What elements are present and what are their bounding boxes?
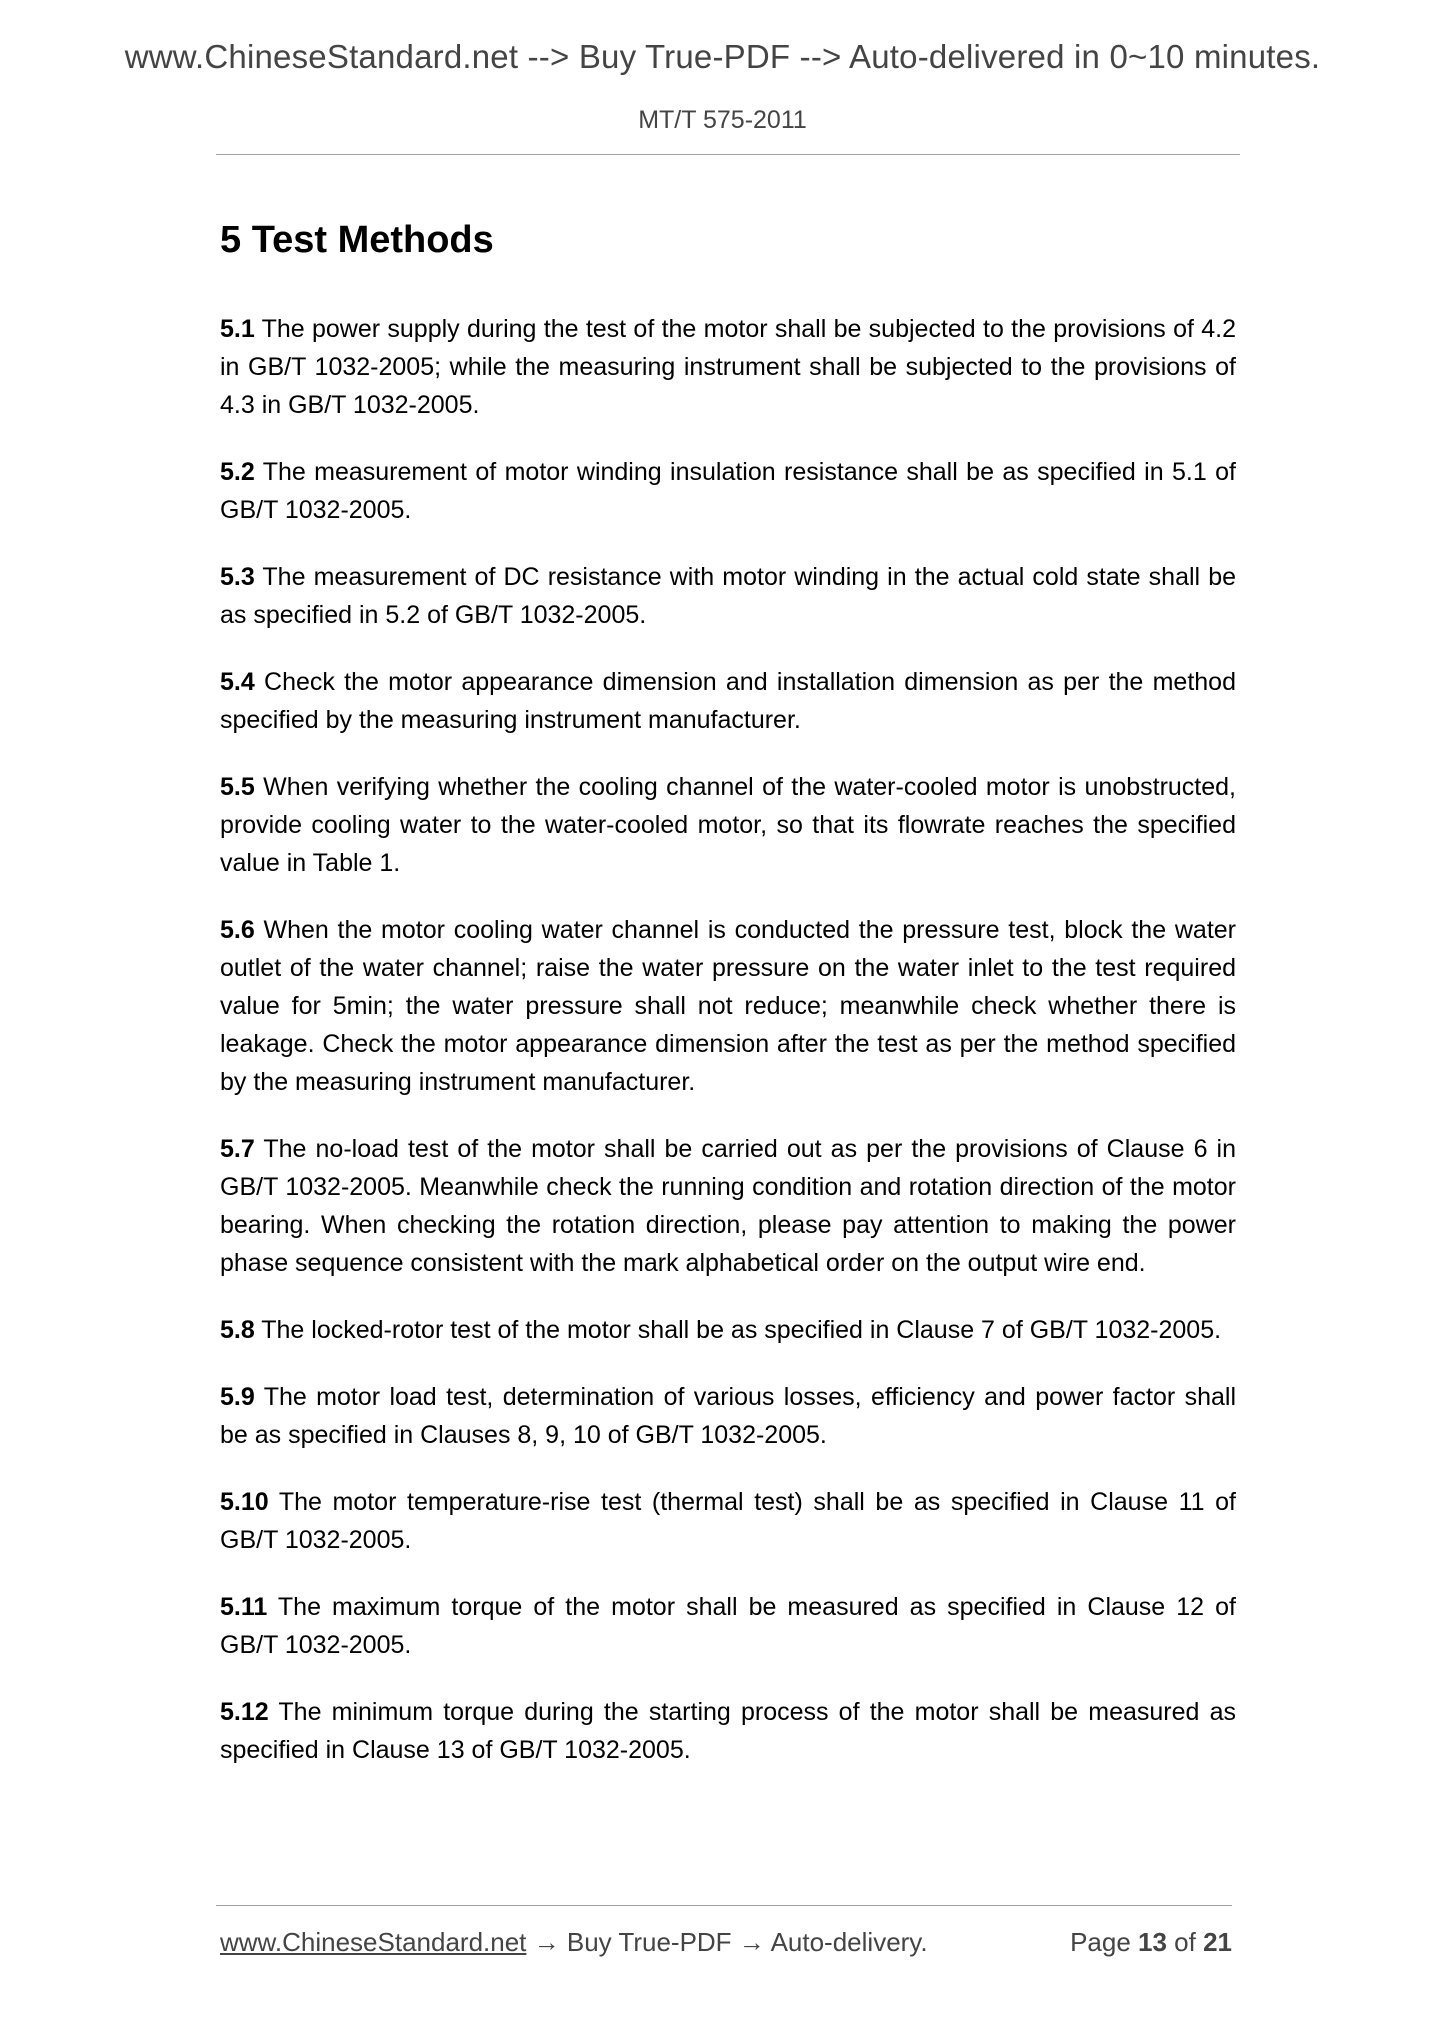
page-content bbox=[220, 212, 1236, 1798]
clause-number: 5.6 bbox=[220, 916, 255, 944]
clause-text: The power supply during the test of the motor shall be subjected to the provisions of 4.2 in GB/T 1032-2005; while the measuring instrument shall be subjected to the provisions of 4.3 in GB/T 1032-2005. bbox=[220, 315, 1236, 419]
clause-text: The measurement of motor winding insulation resistance shall be as specified in 5.1 of GB/T 1032-2005. bbox=[220, 458, 1236, 524]
clause-text: The maximum torque of the motor shall be measured as specified in Clause 12 of GB/T 1032-2005. bbox=[220, 1593, 1236, 1659]
clause-text: The motor load test, determination of various losses, efficiency and power factor shall be as specified in Clauses 8, 9, 10 of GB/T 1032-2005. bbox=[220, 1383, 1236, 1449]
clause-number: 5.5 bbox=[220, 773, 255, 801]
clause-5-3 bbox=[220, 558, 1236, 634]
clause-text: Check the motor appearance dimension and installation dimension as per the method specified by the measuring instrument manufacturer. bbox=[220, 668, 1236, 734]
footer-divider bbox=[216, 1905, 1232, 1906]
clause-text: The no-load test of the motor shall be carried out as per the provisions of Clause 6 in GB/T 1032-2005. Meanwhile check the running condition and rotation direction of the motor bearing. When checking the rotation direction, please pay attention to making the power phase sequence consistent with the mark alphabetical order on the output wire end. bbox=[220, 1135, 1236, 1277]
clause-number: 5.2 bbox=[220, 458, 255, 486]
page-number bbox=[1070, 1924, 1232, 1960]
document-code: MT/T 575-2011 bbox=[638, 106, 807, 134]
page-label: Page bbox=[1070, 1927, 1139, 1957]
section-title: 5 Test Methods bbox=[220, 219, 494, 261]
footer-site-link[interactable]: www.ChineseStandard.net bbox=[220, 1927, 527, 1957]
clause-text: The motor temperature-rise test (thermal test) shall be as specified in Clause 11 of GB/T 1032-2005. bbox=[220, 1488, 1236, 1554]
clause-5-5 bbox=[220, 768, 1236, 882]
clause-number: 5.1 bbox=[220, 315, 255, 343]
clause-5-10 bbox=[220, 1483, 1236, 1559]
clause-text: When verifying whether the cooling channel of the water-cooled motor is unobstructed, provide cooling water to the water-cooled motor, so that its flowrate reaches the specified value in Table 1. bbox=[220, 773, 1236, 877]
clause-5-9 bbox=[220, 1378, 1236, 1454]
clause-text: The measurement of DC resistance with motor winding in the actual cold state shall be as specified in 5.2 of GB/T 1032-2005. bbox=[220, 563, 1236, 629]
clause-5-8 bbox=[220, 1311, 1236, 1349]
page-of: of bbox=[1166, 1927, 1204, 1957]
clause-5-11 bbox=[220, 1588, 1236, 1664]
clause-number: 5.11 bbox=[220, 1593, 268, 1621]
clause-number: 5.9 bbox=[220, 1383, 255, 1411]
header-divider bbox=[216, 154, 1240, 155]
clause-number: 5.10 bbox=[220, 1488, 269, 1516]
clause-5-1 bbox=[220, 310, 1236, 424]
clause-number: 5.8 bbox=[220, 1316, 255, 1344]
clause-text: The minimum torque during the starting process of the motor shall be measured as specified in Clause 13 of GB/T 1032-2005. bbox=[220, 1698, 1236, 1764]
clause-5-7 bbox=[220, 1130, 1236, 1282]
page-footer bbox=[220, 1924, 1232, 1960]
clause-number: 5.4 bbox=[220, 668, 255, 696]
clause-number: 5.12 bbox=[220, 1698, 269, 1726]
clause-5-4 bbox=[220, 663, 1236, 739]
clause-number: 5.3 bbox=[220, 563, 255, 591]
clause-5-12 bbox=[220, 1693, 1236, 1769]
page-current: 13 bbox=[1138, 1927, 1167, 1957]
page-total: 21 bbox=[1203, 1927, 1232, 1957]
clause-number: 5.7 bbox=[220, 1135, 255, 1163]
clause-5-2 bbox=[220, 453, 1236, 529]
clause-text: The locked-rotor test of the motor shall be as specified in Clause 7 of GB/T 1032-2005. bbox=[254, 1316, 1222, 1344]
clause-5-6 bbox=[220, 911, 1236, 1101]
footer-text: → Buy True-PDF → Auto-delivery. bbox=[526, 1927, 928, 1957]
top-banner: www.ChineseStandard.net --> Buy True-PDF --> Auto-delivered in 0~10 minutes. bbox=[124, 38, 1321, 75]
clause-text: When the motor cooling water channel is conducted the pressure test, block the water outlet of the water channel; raise the water pressure on the water inlet to the test required value for 5min; the water pressure shall not reduce; meanwhile check whether there is leakage. Check the motor appearance dimension after the test as per the method specified by the measuring instrument manufacturer. bbox=[220, 916, 1236, 1096]
